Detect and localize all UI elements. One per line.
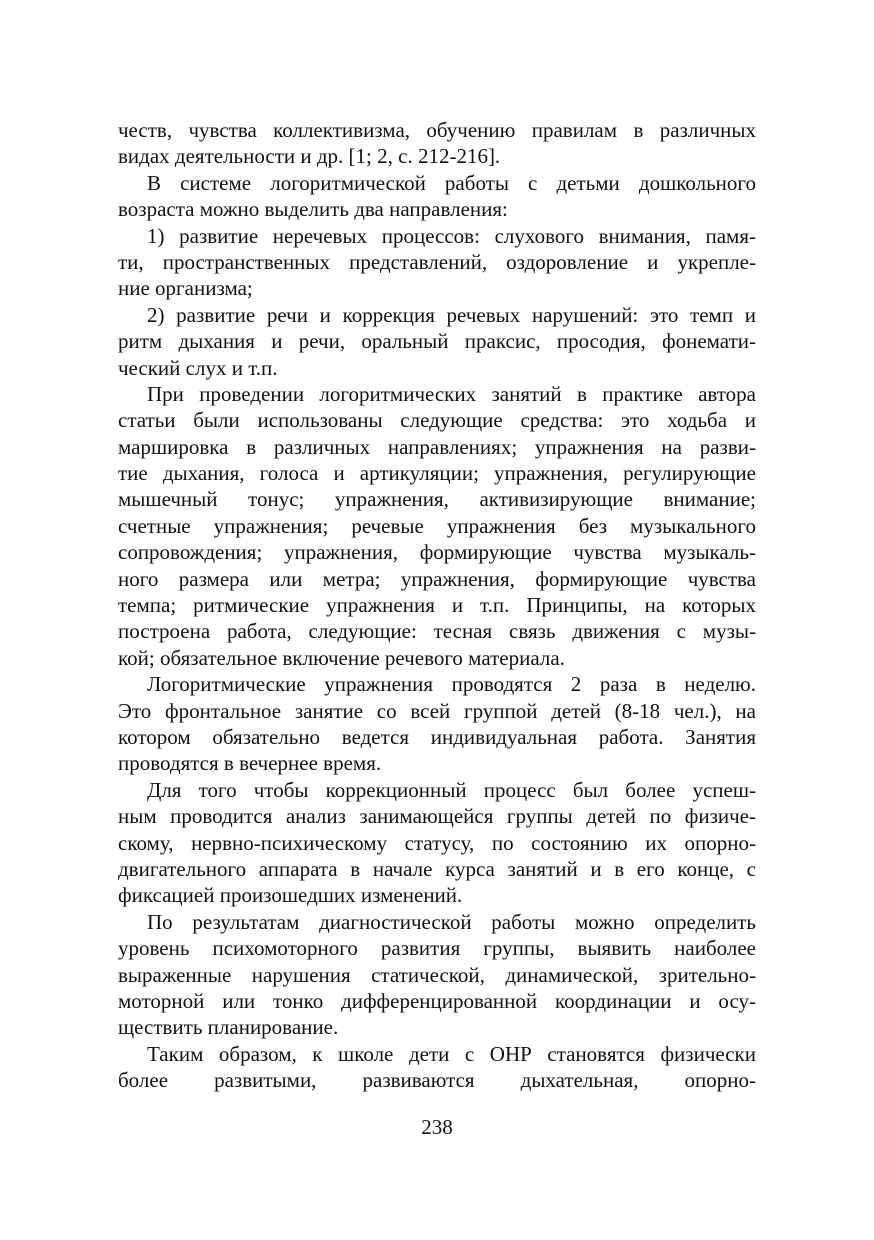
paragraph <box>118 117 756 170</box>
text-line: ного размера или метра; упражнения, формирующие чувства <box>118 566 756 591</box>
text-line: 1) развитие неречевых процессов: слухового внимания, памя- <box>147 223 756 248</box>
text-line: тие дыхания, голоса и артикуляции; упражнения, регулирующие <box>118 461 756 486</box>
text-line: двигательного аппарата в начале курса занятий и в его конце, с <box>118 856 756 881</box>
text-line: более развитыми, развиваются дыхательная, опорно- <box>118 1068 756 1093</box>
text-line: скому, нервно-психическому статусу, по состоянию их опорно- <box>118 830 756 855</box>
text-line: Логоритмические упражнения проводятся 2 раза в неделю. <box>147 672 756 697</box>
text-line: Это фронтальное занятие со всей группой детей (8-18 чел.), на <box>118 698 756 723</box>
text-line: счетные упражнения; речевые упражнения без музыкального <box>118 513 756 538</box>
text-line: моторной или тонко дифференцированной координации и осу- <box>118 988 756 1013</box>
text-line: При проведении логоритмических занятий в практике автора <box>147 381 756 406</box>
text-line: уровень психомоторного развития группы, выявить наиболее <box>118 936 756 961</box>
text-line: возраста можно выделить два направления: <box>118 197 508 222</box>
text-line: мышечный тонус; упражнения, активизирующие внимание; <box>118 487 756 512</box>
text-line: В системе логоритмической работы с детьми дошкольного <box>147 170 756 195</box>
paragraph <box>118 777 756 909</box>
text-line: темпа; ритмические упражнения и т.п. Принципы, на которых <box>118 593 756 618</box>
text-line: маршировка в различных направлениях; упражнения на разви- <box>118 434 756 459</box>
text-line: Для того чтобы коррекционный процесс был более успеш- <box>147 777 756 802</box>
text-line: построена работа, следующие: тесная связь движения с музы- <box>118 619 756 644</box>
text-line: Таким образом, к школе дети с ОНР становятся физически <box>147 1041 756 1066</box>
text-line: 2) развитие речи и коррекция речевых нарушений: это темп и <box>147 302 756 327</box>
text-line: кой; обязательное включение речевого материала. <box>118 645 565 670</box>
text-line: ществить планирование. <box>118 1015 339 1040</box>
body-text <box>118 117 756 1093</box>
text-line: выраженные нарушения статической, динамической, зрительно- <box>118 962 756 987</box>
paragraph <box>118 381 756 671</box>
text-line: сопровождения; упражнения, формирующие чувства музыкаль- <box>118 540 756 565</box>
text-line: ным проводится анализ занимающейся группы детей по физиче- <box>118 804 756 829</box>
paragraph <box>118 170 756 223</box>
text-line: ритм дыхания и речи, оральный праксис, просодия, фонемати- <box>118 329 756 354</box>
text-line: фиксацией произошедших изменений. <box>118 883 463 908</box>
text-line: статьи были использованы следующие средства: это ходьба и <box>118 408 756 433</box>
page-number: 238 <box>421 1115 453 1139</box>
text-line: ческий слух и т.п. <box>118 355 278 380</box>
paragraph <box>118 302 756 381</box>
text-line: По результатам диагностической работы можно определить <box>147 909 756 934</box>
text-line: проводятся в вечернее время. <box>118 751 382 776</box>
text-line: видах деятельности и др. [1; 2, с. 212-216]. <box>118 144 501 169</box>
text-line: ти, пространственных представлений, оздоровление и укрепле- <box>118 249 756 274</box>
text-line: котором обязательно ведется индивидуальная работа. Занятия <box>118 724 756 749</box>
paragraph <box>118 1041 756 1094</box>
paragraph <box>118 671 756 777</box>
paragraph <box>118 909 756 1041</box>
text-line: ние организма; <box>118 276 253 301</box>
text-line: честв, чувства коллективизма, обучению правилам в различных <box>118 118 756 142</box>
paragraph <box>118 223 756 302</box>
